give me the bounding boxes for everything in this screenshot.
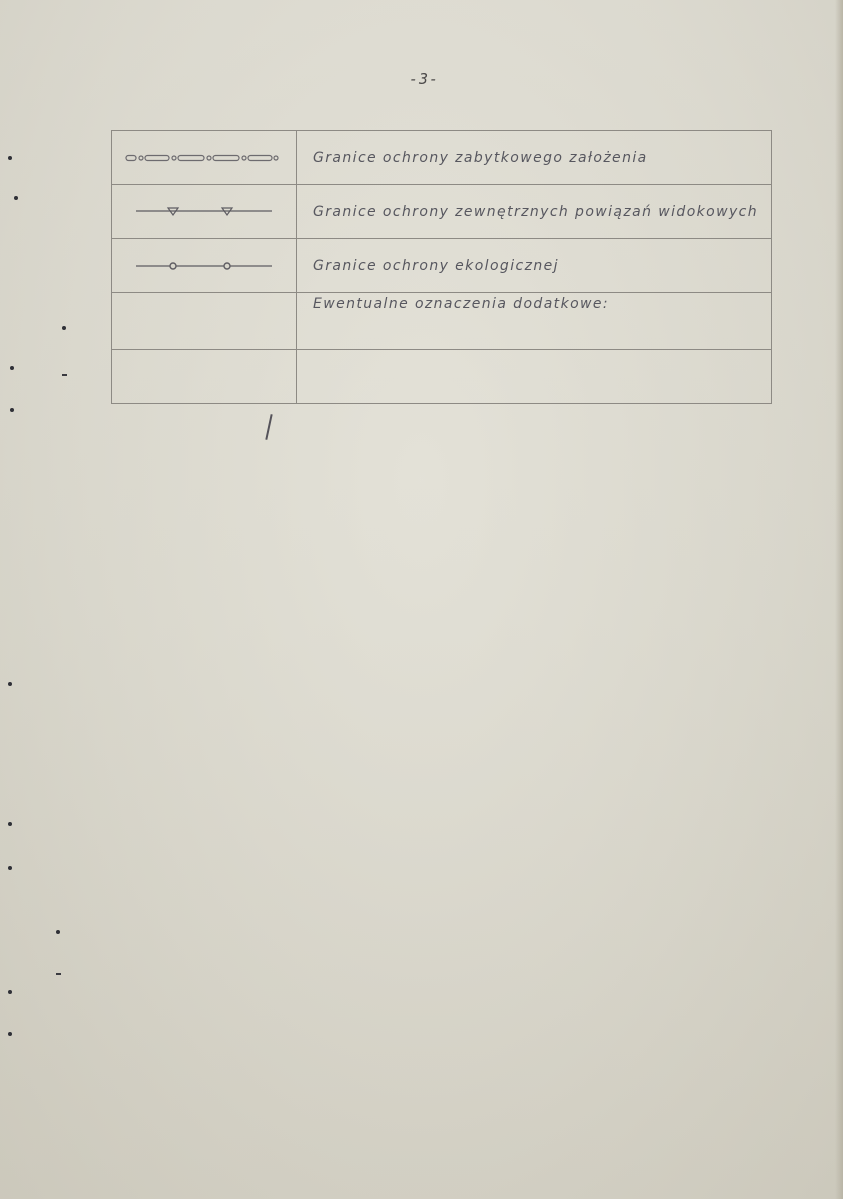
page-number: -3- (408, 70, 440, 88)
legend-symbol-cell (112, 293, 297, 350)
punch-mark (8, 866, 12, 870)
punch-mark (8, 1032, 12, 1036)
legend-label: Granice ochrony zabytkowego założenia (297, 131, 772, 185)
legend-symbol-cell (112, 185, 297, 239)
punch-mark (8, 156, 12, 160)
legend-label: Ewentualne oznaczenia dodatkowe: (297, 293, 772, 350)
legend-symbol-cell (112, 239, 297, 293)
punch-mark (10, 408, 14, 412)
table-row (112, 293, 772, 350)
table-row (112, 185, 772, 239)
punch-mark (56, 973, 61, 975)
punch-mark (8, 682, 12, 686)
line-with-triangles-icon (134, 206, 274, 218)
pencil-mark (265, 414, 272, 440)
legend-label (297, 350, 772, 404)
line-with-circles-icon (134, 260, 274, 272)
legend-label: Granice ochrony zewnętrznych powiązań widokowych (297, 185, 772, 239)
punch-mark (8, 822, 12, 826)
table-row (112, 350, 772, 404)
legend-symbol-cell (112, 131, 297, 185)
punch-mark (62, 326, 66, 330)
punch-mark (10, 366, 14, 370)
legend-table (111, 130, 772, 404)
legend-symbol-cell (112, 350, 297, 404)
punch-mark (8, 990, 12, 994)
bead-chain-line-icon (124, 153, 284, 163)
punch-mark (56, 930, 60, 934)
page-edge (835, 0, 843, 1199)
punch-mark (62, 374, 67, 376)
table-row (112, 239, 772, 293)
table-row (112, 131, 772, 185)
legend-label: Granice ochrony ekologicznej (297, 239, 772, 293)
punch-mark (14, 196, 18, 200)
